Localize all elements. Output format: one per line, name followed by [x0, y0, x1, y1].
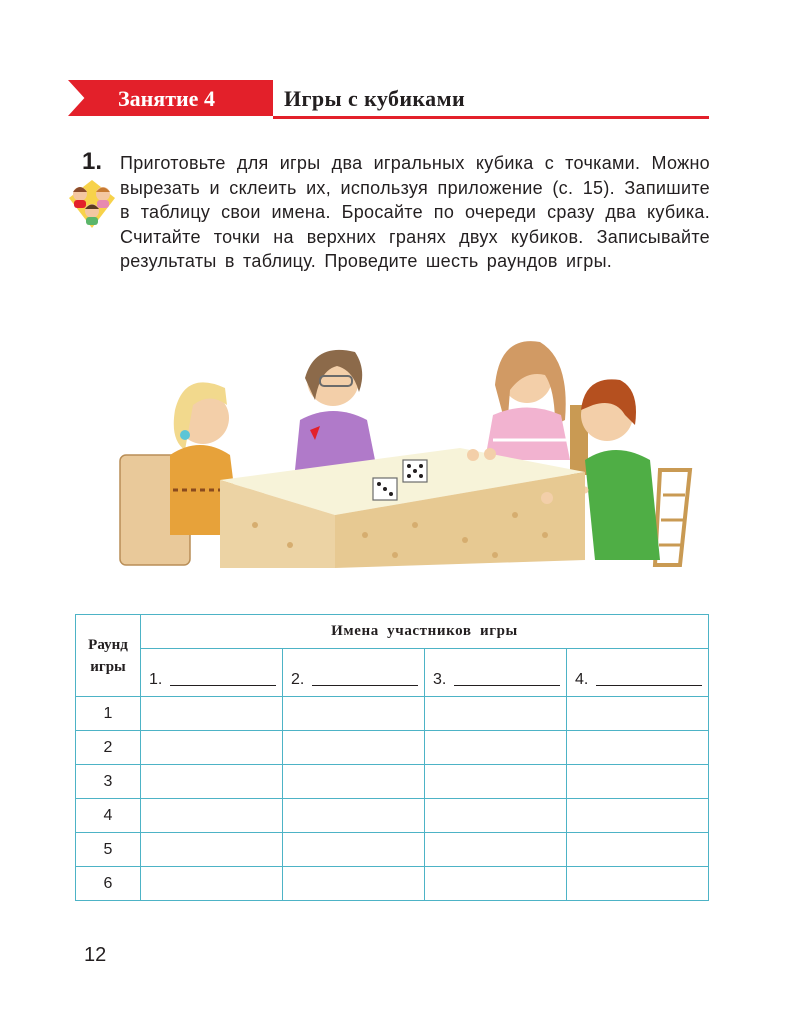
round-number: 2	[76, 731, 141, 765]
player-name-slot	[283, 671, 424, 696]
player-number: 4.	[575, 671, 589, 688]
children-playing-dice-illustration	[115, 330, 700, 570]
score-cell[interactable]	[141, 731, 283, 765]
player-name-cell[interactable]	[567, 649, 709, 697]
score-cell[interactable]	[141, 765, 283, 799]
score-cell[interactable]	[425, 833, 567, 867]
round-number: 4	[76, 799, 141, 833]
score-cell[interactable]	[425, 697, 567, 731]
score-table	[75, 614, 709, 901]
lesson-title: Игры с кубиками	[284, 86, 466, 111]
player-name-slot	[425, 671, 566, 696]
page-number: 12	[84, 944, 107, 966]
player-number: 3.	[433, 671, 447, 688]
player-name-slot	[567, 671, 708, 696]
score-cell[interactable]	[141, 799, 283, 833]
group-work-icon	[67, 178, 117, 230]
round-row	[76, 867, 709, 901]
player-name-cell[interactable]	[283, 649, 425, 697]
lesson-banner	[68, 80, 709, 122]
score-cell[interactable]	[567, 765, 709, 799]
score-cell[interactable]	[567, 697, 709, 731]
round-row	[76, 765, 709, 799]
player-number: 1.	[149, 671, 163, 688]
score-cell[interactable]	[283, 731, 425, 765]
player-number: 2.	[291, 671, 305, 688]
name-writing-line	[454, 685, 560, 686]
score-cell[interactable]	[283, 799, 425, 833]
round-number: 6	[76, 867, 141, 901]
score-cell[interactable]	[425, 765, 567, 799]
score-cell[interactable]	[567, 833, 709, 867]
score-cell[interactable]	[567, 867, 709, 901]
round-row	[76, 833, 709, 867]
score-cell[interactable]	[425, 799, 567, 833]
task-instructions: Приготовьте для игры два игральных кубика с точками. Можно вырезать и склеить их, используя приложение (с. 15). Запишите в таблицу свои имена. Бросайте по очереди сразу два кубика. Считайте точки на верхних гранях двух кубиков. Записывайте результаты в таблицу. Проведите шесть раундов игры.	[120, 153, 710, 271]
round-row	[76, 731, 709, 765]
score-cell[interactable]	[567, 731, 709, 765]
score-cell[interactable]	[567, 799, 709, 833]
round-number: 5	[76, 833, 141, 867]
name-writing-line	[596, 685, 702, 686]
round-row	[76, 799, 709, 833]
round-number: 3	[76, 765, 141, 799]
player-name-cell[interactable]	[425, 649, 567, 697]
score-cell[interactable]	[283, 833, 425, 867]
round-column-header: Раунд игры	[76, 615, 141, 697]
score-cell[interactable]	[141, 833, 283, 867]
lesson-label: Занятие 4	[118, 86, 215, 111]
round-number: 1	[76, 697, 141, 731]
round-row	[76, 697, 709, 731]
task-number: 1.	[82, 148, 103, 175]
score-cell[interactable]	[283, 697, 425, 731]
score-cell[interactable]	[283, 867, 425, 901]
score-cell[interactable]	[141, 867, 283, 901]
title-underline	[273, 116, 709, 119]
name-writing-line	[312, 685, 418, 686]
name-writing-line	[170, 685, 276, 686]
players-header: Имена участников игры	[141, 615, 709, 649]
score-cell[interactable]	[425, 731, 567, 765]
player-name-slot	[141, 671, 282, 696]
score-cell[interactable]	[283, 765, 425, 799]
player-name-cell[interactable]	[141, 649, 283, 697]
score-cell[interactable]	[425, 867, 567, 901]
score-cell[interactable]	[141, 697, 283, 731]
